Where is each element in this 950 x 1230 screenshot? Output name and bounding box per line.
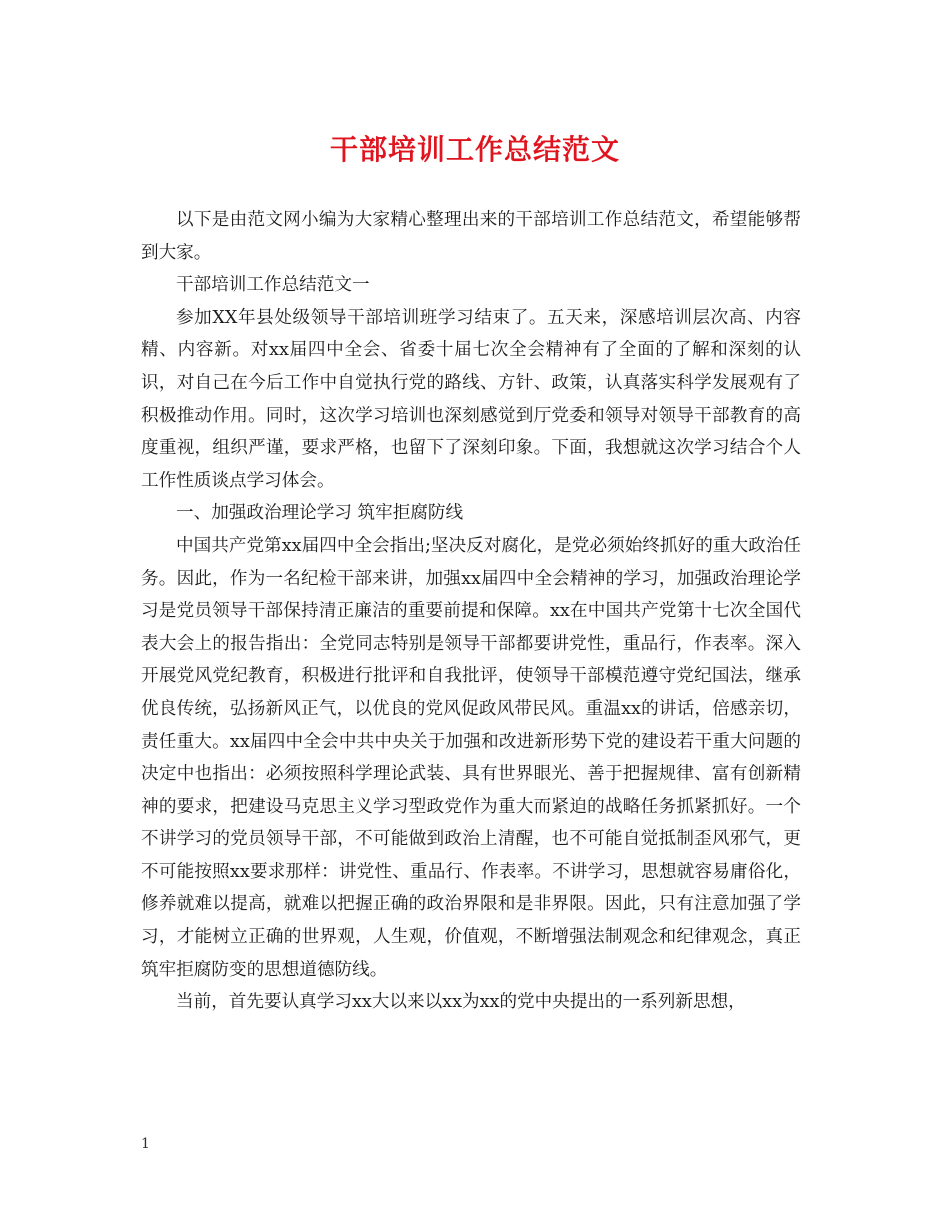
section-heading-sample-one: 干部培训工作总结范文一 — [176, 275, 370, 296]
document-body — [141, 204, 801, 1019]
body-paragraph: 当前，首先要认真学习xx大以来以xx为xx的党中央提出的一系列新思想， — [176, 992, 746, 1013]
section-heading-political-study: 一、加强政治理论学习 筑牢拒腐防线 — [176, 503, 464, 524]
page-number: 1 — [141, 1136, 150, 1152]
body-paragraph: 参加XX年县处级领导干部培训班学习结束了。五天来，深感培训层次高、内容精、内容新。对xx届四中全会、省委十届七次全会精神有了全面的了解和深刻的认识，对自己在今后工作中自觉执行党的路线、方针、政策，认真落实科学发展观有了积极推动作用。同时，这次学习培训也深刻感觉到厅党委和领导对领导干部教育的高度重视，组织严谨，要求严格，也留下了深刻印象。下面，我想就这次学习结合个人工作性质谈点学习体会。 — [141, 307, 801, 491]
body-paragraph: 中国共产党第xx届四中全会指出;坚决反对腐化，是党必须始终抓好的重大政治任务。因此，作为一名纪检干部来讲，加强xx届四中全会精神的学习，加强政治理论学习是党员领导干部保持清正廉洁的重要前提和保障。xx在中国共产党第十七次全国代表大会上的报告指出：全党同志特别是领导干部都要讲党性，重品行，作表率。深入开展党风党纪教育，积极进行批评和自我批评，使领导干部模范遵守党纪国法，继承优良传统，弘扬新风正气，以优良的党风促政风带民风。重温xx的讲话，倍感亲切，责任重大。xx届四中全会中共中央关于加强和改进新形势下党的建设若干重大问题的决定中也指出：必须按照科学理论武装、具有世界眼光、善于把握规律、富有创新精神的要求，把建设马克思主义学习型政党作为重大而紧迫的战略任务抓紧抓好。一个不讲学习的党员领导干部，不可能做到政治上清醒，也不可能自觉抵制歪风邪气，更不可能按照xx要求那样：讲党性、重品行、作表率。不讲学习，思想就容易庸俗化，修养就难以提高，就难以把握正确的政治界限和是非界限。因此，只有注意加强了学习，才能树立正确的世界观，人生观，价值观，不断增强法制观念和纪律观念，真正筑牢拒腐防变的思想道德防线。 — [141, 535, 801, 980]
intro-paragraph: 以下是由范文网小编为大家精心整理出来的干部培训工作总结范文，希望能够帮到大家。 — [141, 210, 801, 263]
document-title: 干部培训工作总结范文 — [329, 133, 620, 166]
